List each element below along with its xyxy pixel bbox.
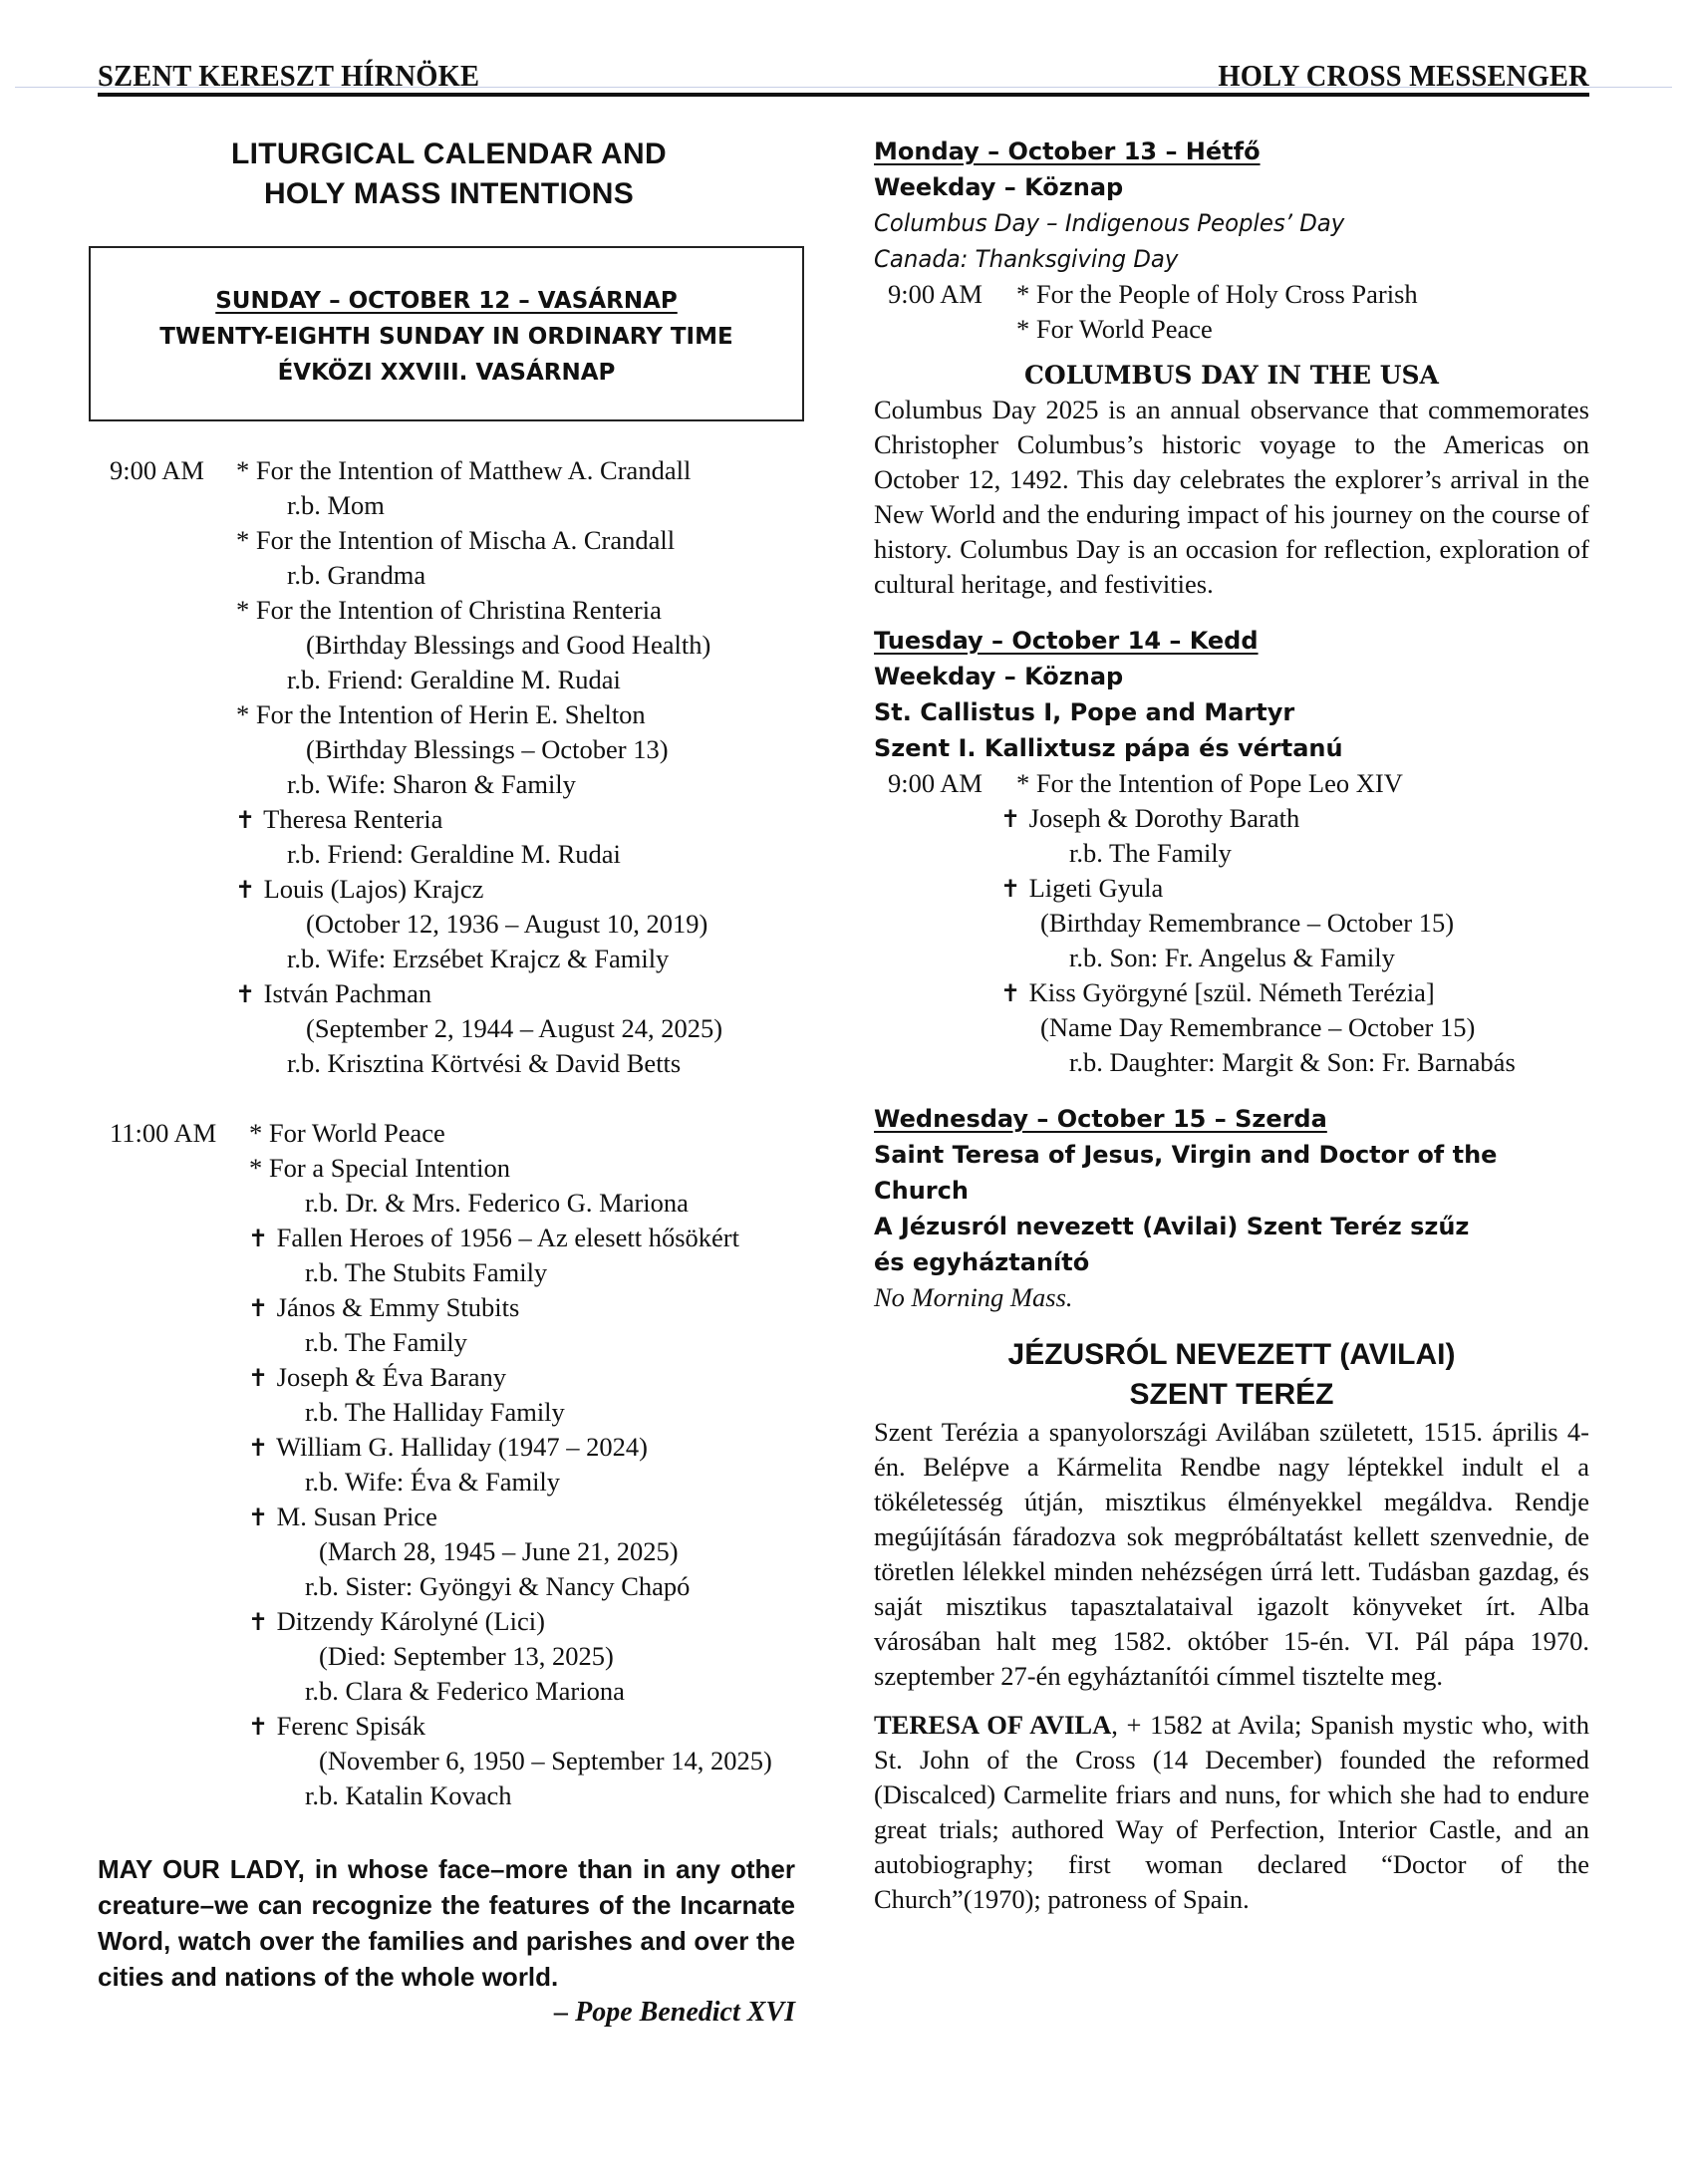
mass-11am-list [110, 1116, 800, 1813]
latin-cross-icon: ✝ [1000, 805, 1021, 833]
intention-line [110, 976, 800, 1011]
mass-time: 9:00 AM [110, 455, 204, 485]
mass-time: 9:00 AM [888, 279, 983, 309]
tuesday-subtitle: Weekday – Köznap [874, 663, 1124, 690]
quote-body: in whose face–more than in any other creature–we can recognize the features of the Incarnate Word, watch over the families and parishes and over the cities and nations of the whole world. [98, 1854, 795, 1992]
intention-text: Louis (Lajos) Krajcz [263, 874, 484, 904]
intention-line [110, 1778, 800, 1813]
page-title-line-1: LITURGICAL CALENDAR AND [231, 137, 667, 170]
intention-line [110, 1360, 800, 1395]
sunday-title-hu: ÉVKÖZI XXVIII. VASÁRNAP [277, 360, 616, 386]
teresa-hungarian-text: Szent Terézia a spanyolországi Avilában született, 1515. április 4-én. Belépve a Kármelita Rendbe nagy léptekkel indult el a tökéletesség útján, misztikus élményekkel megáldva. Rendje megújításán fáradozva sok megpróbáltatást kellett szenvednie, de töretlen lélekkel minden nehézségen úrrá lett. Tudásban gazdag, és saját misztikus tapasztalataival igazolt könyveket írt. Alba városában halt meg 1582. október 15-én. VI. Pál pápa 1970. szeptember 27-én egyháztanítói címmel tisztelte meg. [874, 1417, 1589, 1691]
intention-text: For the Intention of Christina Renteria [255, 595, 662, 625]
intention-text: For the Intention of Matthew A. Crandall [255, 455, 692, 485]
intention-line [874, 941, 1589, 975]
intention-line [874, 1045, 1589, 1080]
monday-section [874, 135, 1589, 347]
intention-note: (Birthday Blessings – October 13) [306, 734, 669, 764]
intention-note: (October 12, 1936 – August 10, 2019) [306, 909, 708, 939]
intention-line [110, 872, 800, 907]
monday-observance-1: Columbus Day – Indigenous Peoples’ Day [874, 209, 1345, 237]
intention-text: Joseph & Éva Barany [276, 1362, 506, 1392]
intention-line [110, 1116, 800, 1151]
intention-text: M. Susan Price [276, 1502, 437, 1531]
requested-by: r.b. Wife: Éva & Family [305, 1467, 561, 1497]
asterisk-icon: * [1016, 314, 1036, 344]
asterisk-icon: * [236, 525, 256, 555]
header-rule [98, 93, 1589, 97]
intention-line [110, 1500, 800, 1534]
intention-line [110, 628, 800, 663]
asterisk-icon: * [236, 699, 256, 729]
sunday-date: SUNDAY – OCTOBER 12 – VASÁRNAP [215, 288, 678, 314]
latin-cross-icon: ✝ [1000, 979, 1021, 1007]
latin-cross-icon: ✝ [248, 1608, 269, 1636]
teresa-title-line-1: JÉZUSRÓL NEVEZETT (AVILAI) [1007, 1338, 1456, 1371]
intention-line [110, 1186, 800, 1221]
tuesday-heading: Tuesday – October 14 – Kedd [874, 627, 1259, 655]
mass-9am-list [110, 453, 800, 1081]
intention-note: (Died: September 13, 2025) [319, 1641, 614, 1671]
sunday-heading-box [89, 246, 804, 421]
requested-by: r.b. Clara & Federico Mariona [305, 1676, 625, 1706]
requested-by: r.b. The Halliday Family [305, 1397, 565, 1427]
latin-cross-icon: ✝ [235, 806, 256, 834]
intention-note: (November 6, 1950 – September 14, 2025) [319, 1746, 772, 1775]
requested-by: r.b. Son: Fr. Angelus & Family [1069, 943, 1395, 972]
requested-by: r.b. The Family [1069, 838, 1232, 868]
right-column [874, 135, 1589, 1917]
intention-text: Joseph & Dorothy Barath [1028, 803, 1300, 833]
wednesday-heading: Wednesday – October 15 – Szerda [874, 1105, 1327, 1133]
intention-line [874, 836, 1589, 871]
teresa-english-text [874, 1708, 1589, 1917]
intention-text: Ligeti Gyula [1028, 873, 1164, 903]
intention-note: (Name Day Remembrance – October 15) [1040, 1012, 1476, 1042]
intention-note: (September 2, 1944 – August 24, 2025) [306, 1013, 723, 1043]
requested-by: r.b. Dr. & Mrs. Federico G. Mariona [305, 1188, 689, 1218]
tuesday-mass-list [874, 766, 1589, 1080]
latin-cross-icon: ✝ [235, 876, 256, 904]
intention-note: (Birthday Remembrance – October 15) [1040, 908, 1455, 938]
intention-line [110, 1465, 800, 1500]
mass-time: 11:00 AM [110, 1118, 217, 1148]
intention-line [110, 1604, 800, 1639]
intention-note: (Birthday Blessings and Good Health) [306, 630, 711, 660]
asterisk-icon: * [1016, 768, 1036, 798]
requested-by: r.b. Friend: Geraldine M. Rudai [287, 665, 621, 694]
page-title-line-2: HOLY MASS INTENTIONS [263, 177, 635, 210]
intention-text: István Pachman [263, 978, 432, 1008]
intention-text: For World Peace [268, 1118, 445, 1148]
tuesday-section [874, 624, 1589, 1080]
intention-line [110, 523, 800, 558]
intention-line [110, 1674, 800, 1709]
columbus-text: Columbus Day 2025 is an annual observance that commemorates Christopher Columbus’s historic voyage to the Americas on October 12, 1492. This day celebrates the explorer’s arrival in the New World and the enduring impact of his journey on the course of history. Columbus Day is an occasion for reflection, exploration of cultural heritage, and festivities. [874, 395, 1589, 599]
intention-line [110, 1430, 800, 1465]
teresa-english-body: , + 1582 at Avila; Spanish mystic who, with St. John of the Cross (14 December) founded the reformed (Discalced) Carmelite friars and nuns, for which she had to endure great trials; authored Way of Perfection, Interior Castle, and an autobiography; first woman declared “Doctor of the Church”(1970); patroness of Spain. [874, 1710, 1590, 1914]
asterisk-icon: * [236, 455, 256, 485]
intention-line [110, 1011, 800, 1046]
latin-cross-icon: ✝ [248, 1294, 269, 1322]
asterisk-icon: * [236, 595, 256, 625]
tuesday-saint-en: St. Callistus I, Pope and Martyr [874, 698, 1295, 726]
intention-text: Theresa Renteria [263, 804, 443, 834]
intention-line [110, 802, 800, 837]
wednesday-saint-en: Saint Teresa of Jesus, Virgin and Doctor of the Church [874, 1141, 1498, 1205]
intention-line [110, 1255, 800, 1290]
intention-line [110, 1151, 800, 1186]
intention-line [110, 907, 800, 942]
intention-text: For the Intention of Herin E. Shelton [255, 699, 646, 729]
requested-by: r.b. Sister: Gyöngyi & Nancy Chapó [305, 1571, 691, 1601]
asterisk-icon: * [249, 1153, 269, 1183]
latin-cross-icon: ✝ [248, 1713, 269, 1741]
intention-text: William G. Halliday (1947 – 2024) [276, 1432, 648, 1462]
intention-line [110, 1744, 800, 1778]
intention-line [110, 732, 800, 767]
teresa-title [874, 1335, 1589, 1415]
latin-cross-icon: ✝ [235, 980, 256, 1008]
intention-line [110, 1221, 800, 1255]
intention-line [110, 1534, 800, 1569]
asterisk-icon: * [249, 1118, 269, 1148]
intention-text: For a Special Intention [268, 1153, 510, 1183]
requested-by: r.b. Friend: Geraldine M. Rudai [287, 839, 621, 869]
intention-text: Ditzendy Károlyné (Lici) [276, 1606, 545, 1636]
intention-line [874, 871, 1589, 906]
sunday-title-en: TWENTY-EIGHTH SUNDAY IN ORDINARY TIME [159, 324, 733, 350]
intention-line [110, 1395, 800, 1430]
requested-by: r.b. Grandma [287, 560, 426, 590]
monday-observance-2: Canada: Thanksgiving Day [874, 245, 1179, 273]
header-left-title: SZENT KERESZT HÍRNÖKE [98, 58, 480, 93]
intention-line [110, 1639, 800, 1674]
intention-line [874, 906, 1589, 941]
requested-by: r.b. The Stubits Family [305, 1257, 548, 1287]
intention-text: János & Emmy Stubits [276, 1292, 520, 1322]
wednesday-section [874, 1102, 1589, 1315]
intention-line [874, 766, 1589, 801]
intention-line [110, 942, 800, 976]
requested-by: r.b. Wife: Sharon & Family [287, 769, 576, 799]
intention-text: Fallen Heroes of 1956 – Az elesett hősökért [276, 1223, 739, 1252]
latin-cross-icon: ✝ [248, 1225, 269, 1252]
wednesday-saint-hu-2: és egyháztanító [874, 1248, 1090, 1276]
header-right-title: HOLY CROSS MESSENGER [1218, 58, 1589, 93]
intention-line [110, 558, 800, 593]
monday-heading: Monday – October 13 – Hétfő [874, 137, 1261, 165]
intention-text: For the People of Holy Cross Parish [1035, 279, 1418, 309]
quote-attribution: – Pope Benedict XVI [554, 1997, 795, 2028]
tuesday-saint-hu: Szent I. Kallixtusz pápa és vértanú [874, 734, 1343, 762]
requested-by: r.b. Mom [287, 490, 385, 520]
latin-cross-icon: ✝ [1000, 875, 1021, 903]
intention-line [110, 593, 800, 628]
teresa-title-line-2: SZENT TERÉZ [1129, 1378, 1334, 1411]
quote-lead: MAY OUR LADY, [98, 1854, 305, 1884]
intention-text: For the Intention of Mischa A. Crandall [255, 525, 676, 555]
intention-line [110, 1569, 800, 1604]
requested-by: r.b. Wife: Erzsébet Krajcz & Family [287, 944, 670, 973]
teresa-english-lead: TERESA OF AVILA [874, 1710, 1112, 1740]
intention-line [874, 1010, 1589, 1045]
intention-line [874, 277, 1589, 312]
intention-line [110, 1325, 800, 1360]
intention-line [110, 837, 800, 872]
intention-line [110, 488, 800, 523]
wednesday-saint-hu-1: A Jézusról nevezett (Avilai) Szent Teréz szűz [874, 1213, 1470, 1240]
monday-mass-list [874, 277, 1589, 347]
intention-text: Kiss Györgyné [szül. Németh Terézia] [1028, 977, 1435, 1007]
intention-line [110, 1709, 800, 1744]
intention-note: (March 28, 1945 – June 21, 2025) [319, 1536, 679, 1566]
intention-text: Ferenc Spisák [276, 1711, 426, 1741]
intention-line [110, 1046, 800, 1081]
intention-line [110, 1290, 800, 1325]
intention-line [110, 697, 800, 732]
requested-by: r.b. Daughter: Margit & Son: Fr. Barnabás [1069, 1047, 1516, 1077]
intention-text: For the Intention of Pope Leo XIV [1035, 768, 1403, 798]
wednesday-note: No Morning Mass. [874, 1282, 1073, 1312]
latin-cross-icon: ✝ [248, 1434, 269, 1462]
left-column [98, 135, 800, 2031]
requested-by: r.b. Katalin Kovach [305, 1780, 512, 1810]
intention-line [110, 767, 800, 802]
intention-text: For World Peace [1035, 314, 1213, 344]
asterisk-icon: * [1016, 279, 1036, 309]
requested-by: r.b. Krisztina Körtvési & David Betts [287, 1048, 682, 1078]
intention-line [874, 975, 1589, 1010]
intention-line [110, 453, 800, 488]
latin-cross-icon: ✝ [248, 1364, 269, 1392]
mass-time: 9:00 AM [888, 768, 983, 798]
latin-cross-icon: ✝ [248, 1503, 269, 1531]
requested-by: r.b. The Family [305, 1327, 467, 1357]
intention-line [874, 801, 1589, 836]
columbus-title: COLUMBUS DAY IN THE USA [1024, 361, 1439, 390]
pope-quote [98, 1851, 795, 2028]
intention-line [110, 663, 800, 697]
intention-line [874, 312, 1589, 347]
page-title [98, 135, 800, 214]
monday-subtitle: Weekday – Köznap [874, 173, 1124, 201]
